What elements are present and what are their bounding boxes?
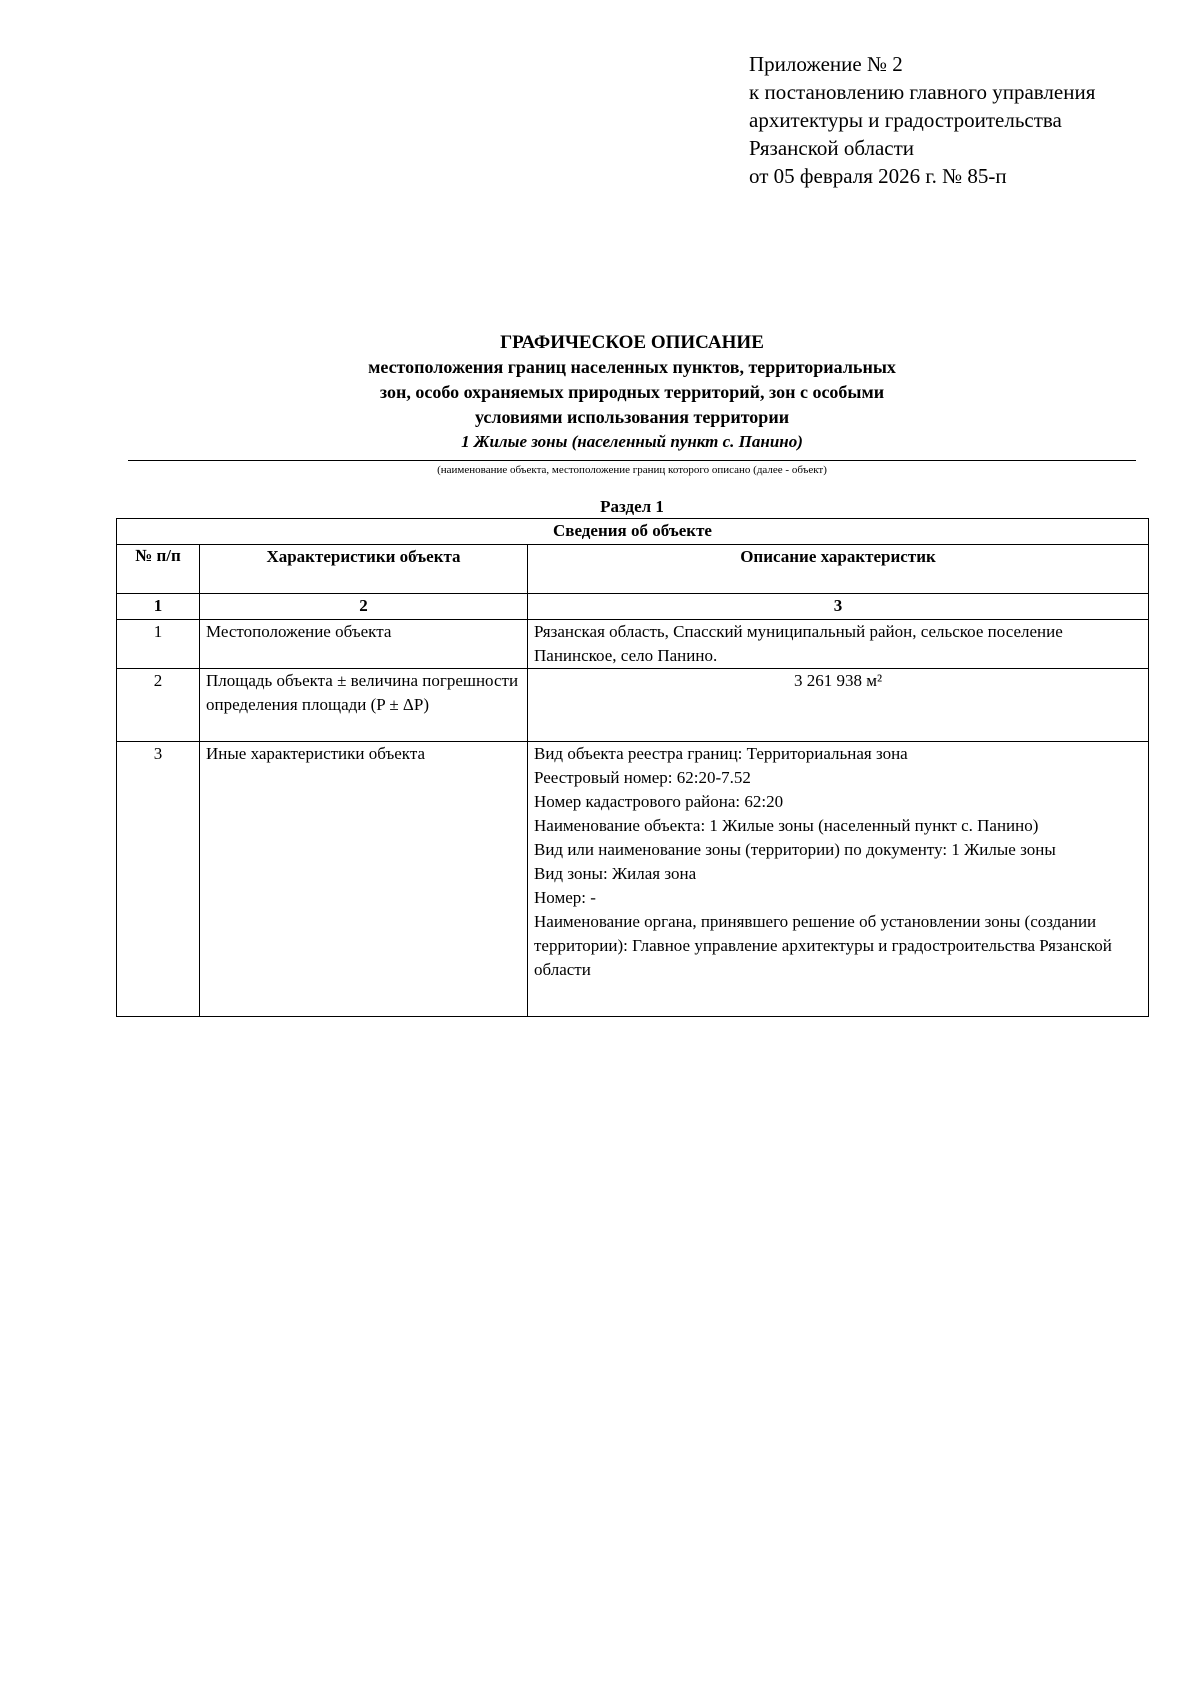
row-description — [528, 742, 1149, 1017]
header-characteristic: Характеристики объекта — [200, 545, 528, 594]
table-caption: Сведения об объекте — [117, 519, 1149, 545]
row-characteristic: Иные характеристики объекта — [200, 742, 528, 1017]
row-number: 1 — [117, 620, 200, 669]
row-description — [528, 669, 1149, 742]
description-line: Номер: - — [534, 888, 596, 907]
description-line: Наименование органа, принявшего решение об установлении зоны (создании территории): Главное управление архитектуры и градостроительства Рязанской области — [534, 912, 1112, 979]
object-name-underline — [128, 460, 1136, 461]
document-subtitle-line: зон, особо охраняемых природных территорий, зон с особыми — [379, 382, 885, 402]
row-characteristic: Площадь объекта ± величина погрешности определения площади (P ± ΔP) — [200, 669, 528, 742]
row-number: 3 — [117, 742, 200, 1017]
appendix-line: от 05 февраля 2026 г. № 85-п — [749, 164, 1007, 188]
row-number: 2 — [117, 669, 200, 742]
document-title: ГРАФИЧЕСКОЕ ОПИСАНИЕ — [500, 332, 764, 353]
description-line: Вид или наименование зоны (территории) по документу: 1 Жилые зоны — [534, 840, 1056, 859]
appendix-line: архитектуры и градостроительства — [749, 108, 1062, 132]
appendix-line: Рязанской области — [749, 136, 915, 160]
table-row — [117, 620, 1149, 669]
table-row — [117, 669, 1149, 742]
description-line: Вид зоны: Жилая зона — [534, 864, 697, 883]
header-number: № п/п — [117, 545, 200, 594]
appendix-line: Приложение № 2 — [749, 52, 903, 76]
document-subtitle-line: местоположения границ населенных пунктов, территориальных — [368, 357, 896, 377]
table-row — [117, 742, 1149, 1017]
appendix-block — [749, 50, 1095, 190]
description-line: Наименование объекта: 1 Жилые зоны (населенный пункт с. Панино) — [534, 816, 1039, 835]
header-description: Описание характеристик — [528, 545, 1149, 594]
column-number: 3 — [528, 594, 1149, 620]
document-subtitle-line: условиями использования территории — [474, 407, 790, 427]
object-info-table — [116, 518, 1149, 1017]
description-line: Рязанская область, Спасский муниципальный район, сельское поселение Панинское, село Панино. — [534, 622, 1063, 665]
description-line: Вид объекта реестра границ: Территориальная зона — [534, 744, 908, 763]
description-line: 3 261 938 м² — [793, 671, 883, 690]
row-description — [528, 620, 1149, 669]
document-title-block — [128, 330, 1136, 453]
object-name-caption: (наименование объекта, местоположение границ которого описано (далее - объект) — [437, 464, 827, 476]
section-title: Раздел 1 — [600, 497, 664, 516]
appendix-line: к постановлению главного управления — [749, 80, 1096, 104]
object-name: 1 Жилые зоны (населенный пункт с. Панино) — [461, 432, 803, 451]
description-line: Реестровый номер: 62:20-7.52 — [534, 768, 751, 787]
column-number: 2 — [200, 594, 528, 620]
column-number: 1 — [117, 594, 200, 620]
description-line: Номер кадастрового района: 62:20 — [534, 792, 784, 811]
row-characteristic: Местоположение объекта — [200, 620, 528, 669]
